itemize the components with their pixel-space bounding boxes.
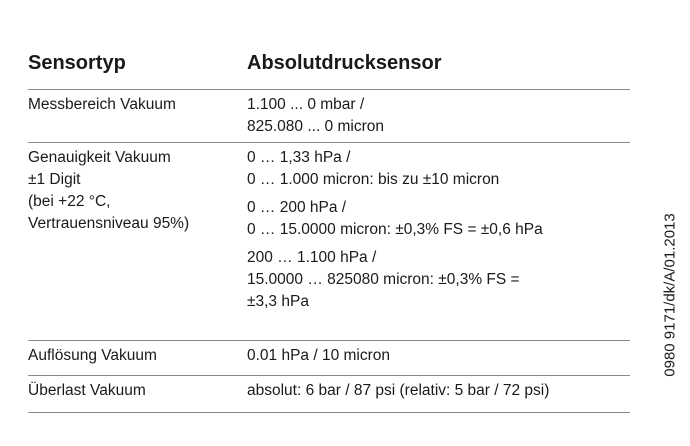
row-value-text: 0 … 200 hPa /	[247, 199, 347, 216]
row-label	[28, 147, 238, 235]
row-label-text: Messbereich Vakuum	[28, 96, 176, 113]
row-value-text: 0.01 hPa / 10 micron	[247, 347, 391, 364]
table-row-resolution	[28, 341, 630, 376]
row-label	[28, 345, 238, 367]
accuracy-range-block	[247, 247, 637, 313]
document-code	[655, 190, 685, 400]
table-row-accuracy	[28, 143, 630, 341]
document-code-text: 0980 9171/dk/A/01.2013	[661, 213, 679, 377]
row-value	[247, 94, 637, 138]
row-label-text: ±1 Digit	[28, 171, 81, 188]
row-label-text: Vertrauensniveau 95%)	[28, 215, 190, 232]
row-label-text: (bei +22 °C,	[28, 193, 111, 210]
spec-table	[28, 46, 630, 413]
accuracy-range-block	[247, 197, 637, 241]
row-value-text: 15.0000 … 825080 micron: ±0,3% FS =	[247, 271, 520, 288]
row-label	[28, 94, 238, 116]
table-row-measuring-range	[28, 90, 630, 143]
row-label-text: Auflösung Vakuum	[28, 347, 157, 364]
row-value-text: 1.100 ... 0 mbar /	[247, 96, 365, 113]
row-label-text: Überlast Vakuum	[28, 382, 146, 399]
row-value-text: ±3,3 hPa	[247, 293, 309, 310]
header-value: Absolutdrucksensor	[247, 52, 442, 74]
row-label-text: Genauigkeit Vakuum	[28, 149, 171, 166]
row-value	[247, 345, 637, 367]
row-value-text: 200 … 1.100 hPa /	[247, 249, 377, 266]
row-value	[247, 147, 637, 319]
accuracy-range-block	[247, 147, 637, 191]
row-value	[247, 380, 637, 402]
table-header	[28, 46, 630, 90]
table-row-overload	[28, 376, 630, 413]
header-label: Sensortyp	[28, 52, 126, 74]
row-label	[28, 380, 238, 402]
row-value-text: 0 … 1,33 hPa /	[247, 149, 351, 166]
row-value-text: 825.080 ... 0 micron	[247, 118, 384, 135]
row-value-text: 0 … 15.0000 micron: ±0,3% FS = ±0,6 hPa	[247, 221, 543, 238]
row-value-text: absolut: 6 bar / 87 psi (relativ: 5 bar / 72 psi)	[247, 382, 550, 399]
row-value-text: 0 … 1.000 micron: bis zu ±10 micron	[247, 171, 500, 188]
